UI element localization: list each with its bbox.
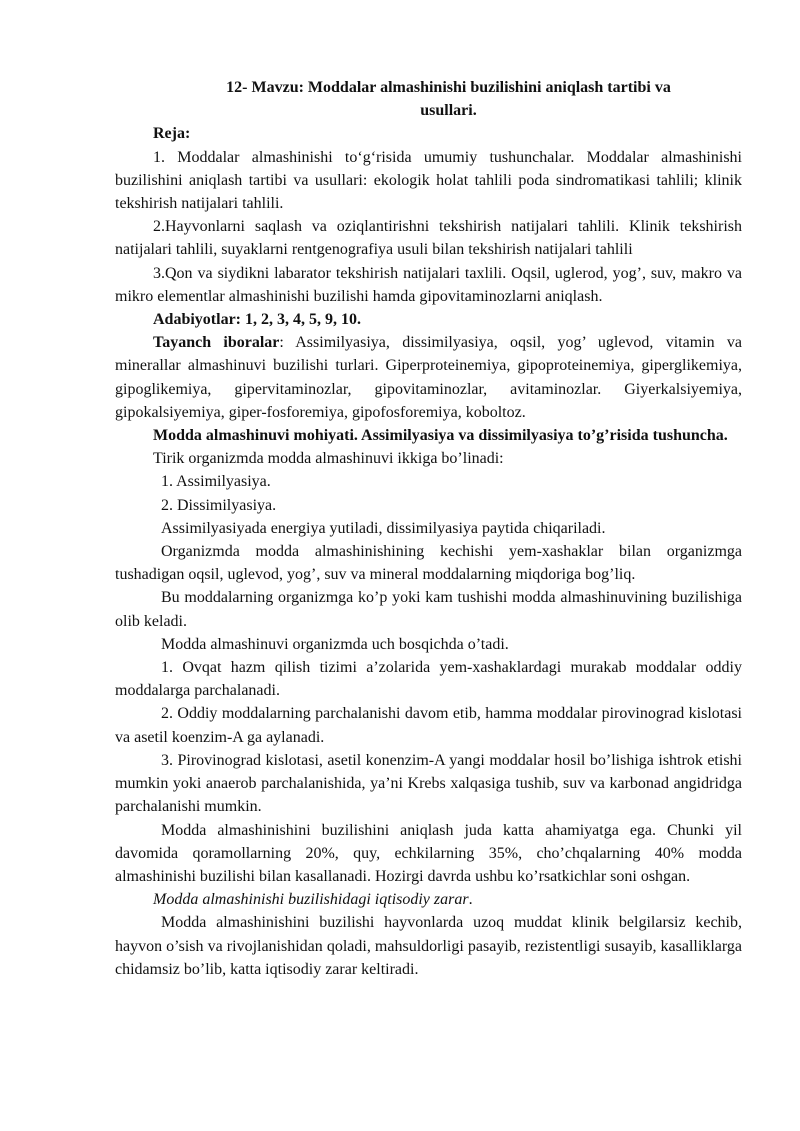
section-heading: Modda almashinuvi mohiyati. Assimilyasiya va dissimilyasiya to’g’risida tushuncha. [153, 427, 728, 445]
page-title [115, 76, 742, 122]
italic-subheading-text: Modda almashinishi buzilishidagi iqtisodiy zarar [153, 891, 469, 909]
body-paragraph-6: Modda almashinishini buzilishini aniqlash juda katta ahamiyatga ega. Chunki yil davomida qoramollarning 20%, quy, echkilarning 35%, cho’chqalarning 40% modda almashinishi buzilishi bilan kasallanadi. Hozirgi davrda ushbu ko’rsatkichlar soni oshgan. [115, 821, 742, 885]
body-paragraph-2: Assimilyasiyada energiya yutiladi, dissimilyasiya paytida chiqariladi. [161, 519, 606, 537]
title-line-2: usullari. [420, 102, 477, 120]
plan-item-3: 3.Qon va siydikni labarator tekshirish natijalari taxlili. Oqsil, uglerod, yog’, suv, makro va mikro elementlar almashinishi buzilishi hamda gipovitaminozlarni aniqlash. [115, 264, 742, 305]
keywords-paragraph [115, 331, 742, 424]
plan-item-2: 2.Hayvonlarni saqlash va oziqlantirishni tekshirish natijalari tahlili. Klinik tekshirish natijalari tahlili, suyaklarni rentgenografiya usuli bilan tekshirish natijalari tahlili [115, 218, 742, 259]
body-paragraph-1: Tirik organizmda modda almashinuvi ikkiga bo’linadi: [153, 450, 504, 468]
plan-item-1: 1. Moddalar almashinishi to‘g‘risida umumiy tushunchalar. Moddalar almashinishi buzilishini aniqlash tartibi va usullari: ekologik holat tahlili poda sindromatikasi tahlili; klinik tekshirish natijalari tahlili. [115, 148, 742, 213]
keywords-label: Tayanch iboralar [153, 334, 280, 352]
list-item-dissimilation: 2. Dissimilyasiya. [161, 496, 277, 514]
literature-line: Adabiyotlar: 1, 2, 3, 4, 5, 9, 10. [153, 311, 361, 329]
stage-item-1: 1. Ovqat hazm qilish tizimi a’zolarida yem-xashaklardagi murakab moddalar oddiy moddalarga parchalanadi. [115, 659, 742, 700]
body-paragraph-5: Modda almashinuvi organizmda uch bosqichda o’tadi. [161, 635, 509, 653]
list-item-assimilation: 1. Assimilyasiya. [161, 473, 271, 491]
body-paragraph-7: Modda almashinishini buzilishi hayvonlarda uzoq muddat klinik belgilarsiz kechib, hayvon o’sish va rivojlanishidan qoladi, mahsuldorligi pasayib, rezistentligi susayib, kasalliklarga chidamsiz bo’lib, katta iqtisodiy zarar keltiradi. [115, 914, 742, 978]
italic-subheading [115, 888, 742, 911]
keywords-text: : Assimilyasiya, dissimilyasiya, oqsil, yog’ uglevod, vitamin va minerallar almashinuvi buzilishi turlari. Giperproteinemiya, gipoproteinemiya, giperglikemiya, gipoglikemiya, gipervitaminozlar, gipovitaminozlar, avitaminozlar. Giyerkalsiyemiya, gipokalsiyemiya, giper-fosforemiya, gipofosforemiya, koboltoz. [115, 334, 742, 421]
stage-item-2: 2. Oddiy moddalarning parchalanishi davom etib, hamma moddalar pirovinograd kislotasi va asetil koenzim-A ga aylanadi. [115, 705, 742, 746]
italic-subheading-period: . [468, 891, 473, 909]
document-page [115, 76, 742, 981]
body-paragraph-3: Organizmda modda almashinishining kechishi yem-xashaklar bilan organizmga tushadigan oqsil, uglevod, yog’, suv va mineral moddalarning miqdoriga bog’liq. [115, 543, 742, 584]
plan-heading: Reja: [153, 125, 191, 143]
stage-item-3: 3. Pirovinograd kislotasi, asetil konenzim-A yangi moddalar hosil bo’lishiga ishtrok etishi mumkin yoki anaerob parchalanishida, ya’ni Krebs xalqasiga tushib, suv va karbonad angidridga parchalanishi mumkin. [115, 751, 742, 816]
title-line-1: 12- Mavzu: Moddalar almashinishi buzilishini aniqlash tartibi va [226, 79, 671, 96]
body-paragraph-4: Bu moddalarning organizmga ko’p yoki kam tushishi modda almashinuvining buzilishiga olib keladi. [115, 589, 742, 630]
